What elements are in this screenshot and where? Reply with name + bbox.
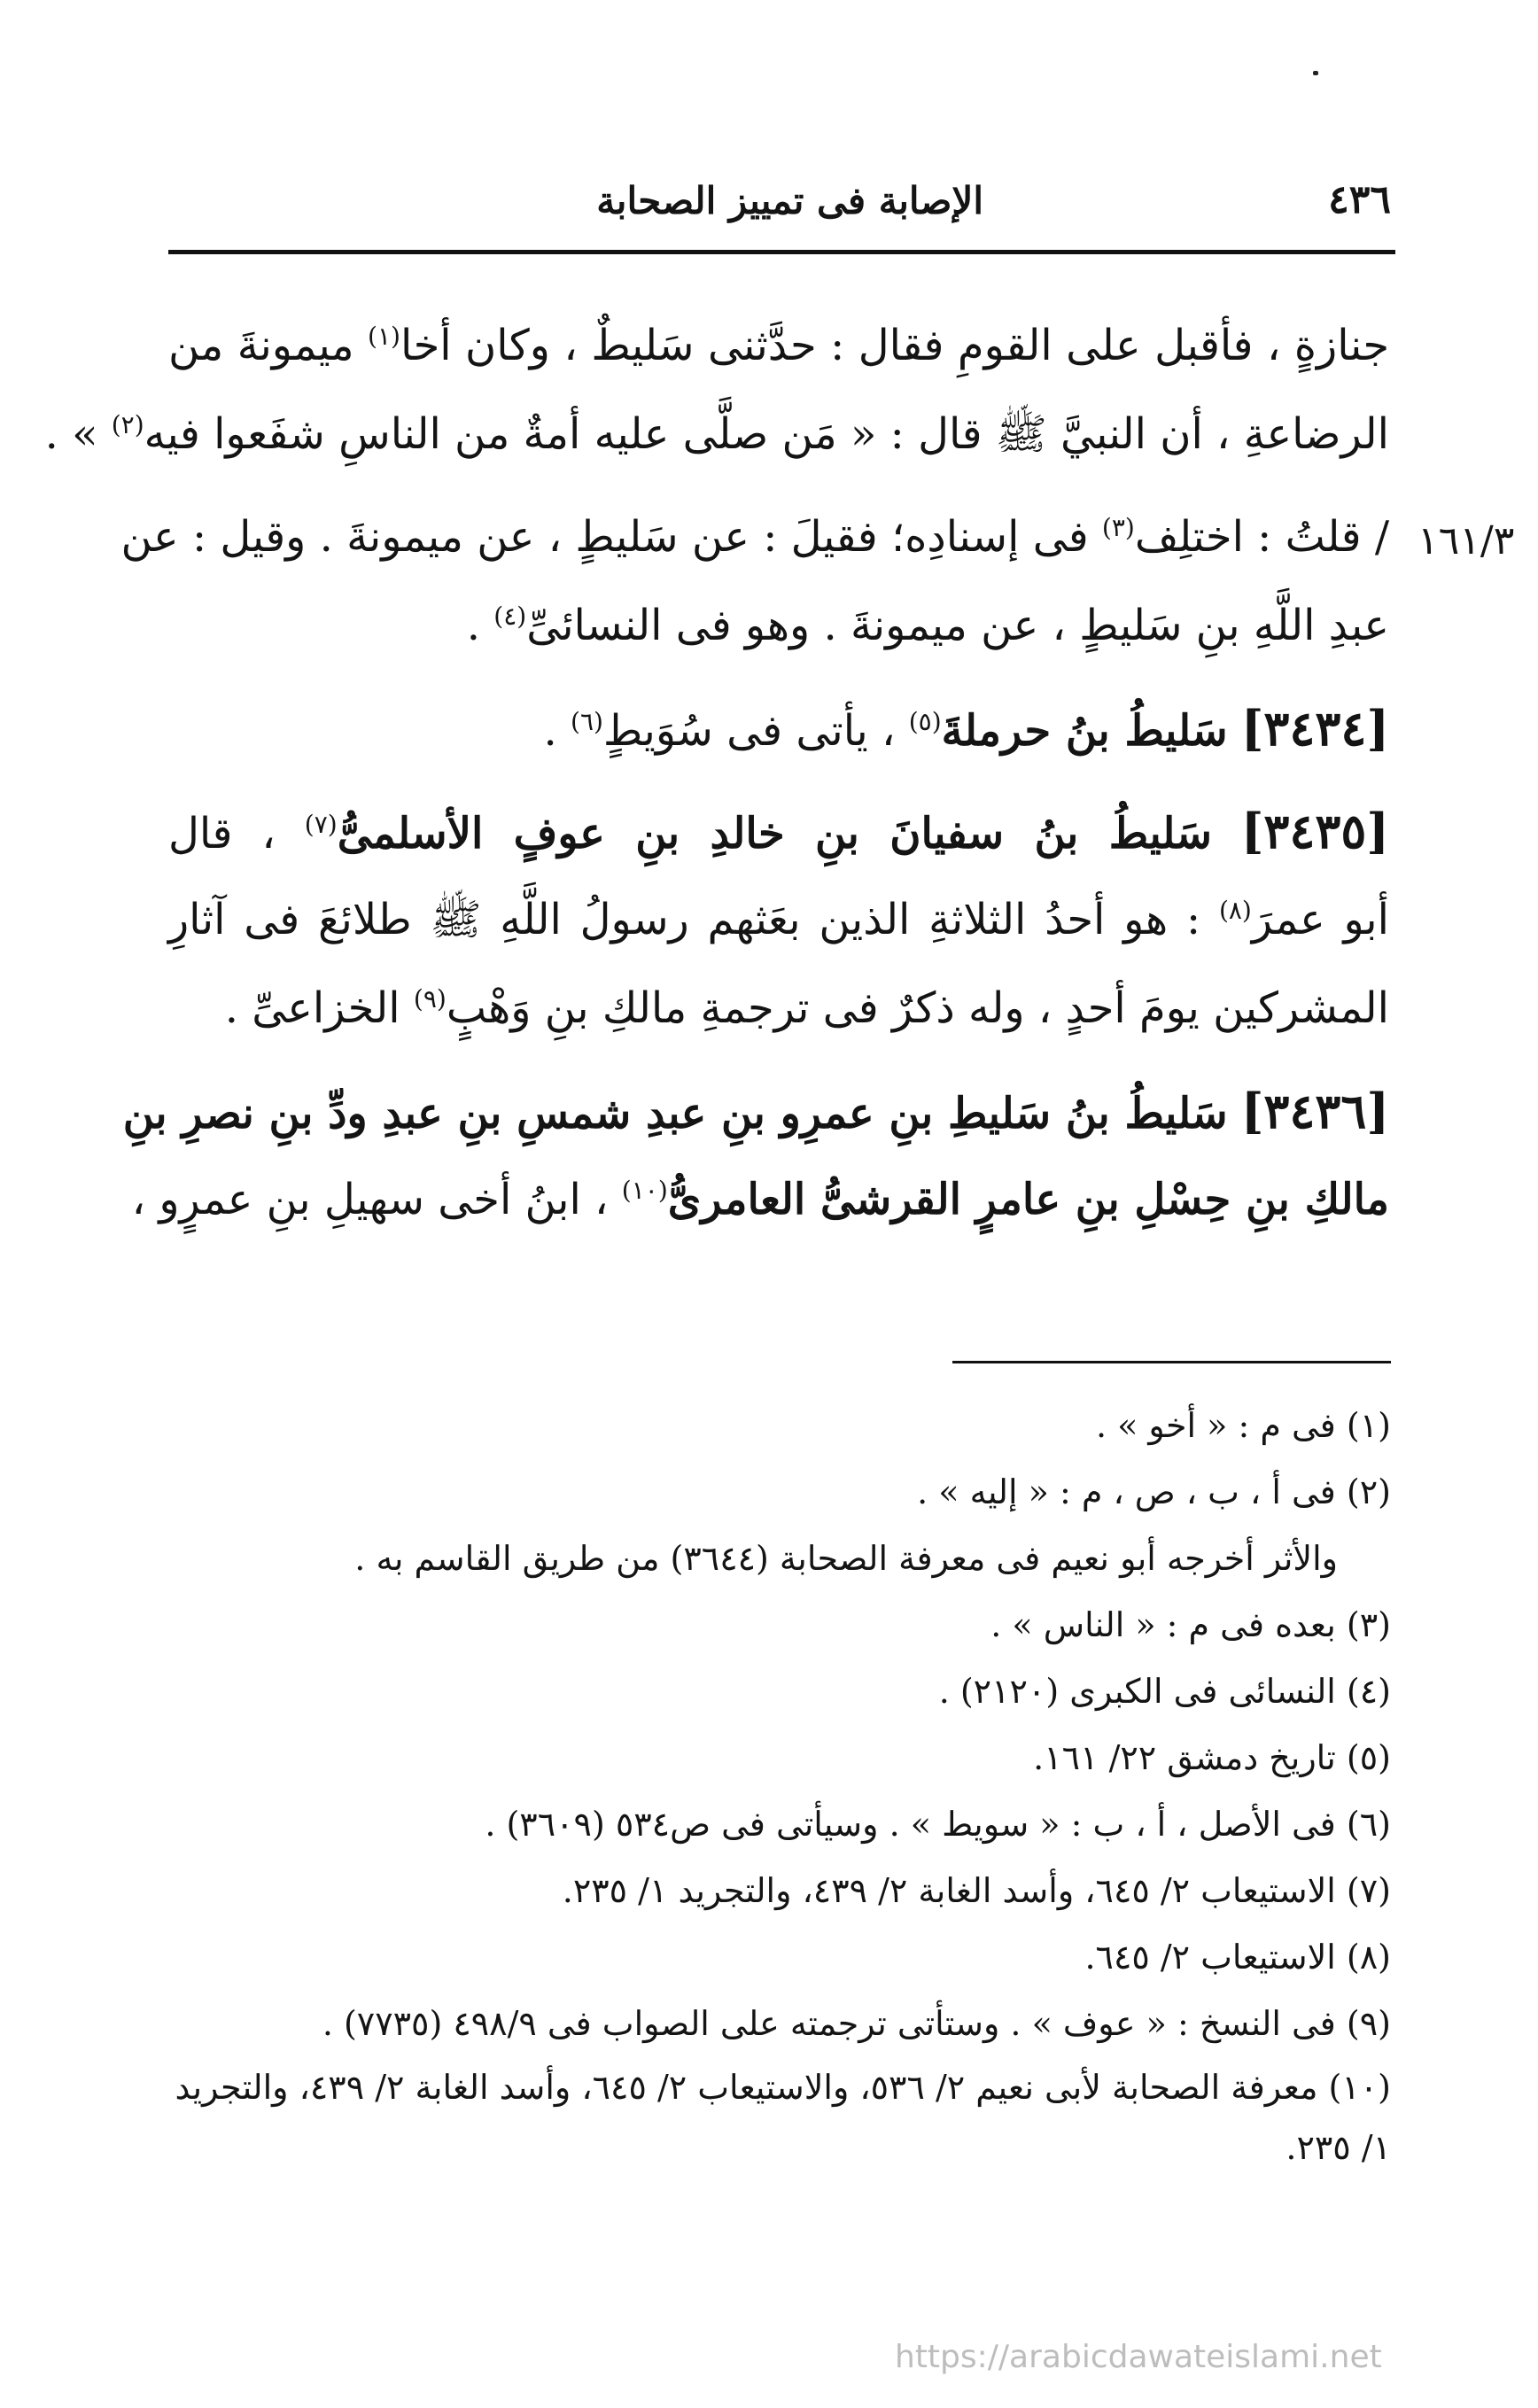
main-text bbox=[44, 301, 1390, 1244]
entry-3434: [٣٤٣٤] سَليطُ بنُ حرملةَ$^{(٥)}$ ، يأتى فى سُوَيطٍ$^{(٦)}$ . bbox=[543, 700, 1389, 757]
footnote-rule bbox=[952, 1361, 1391, 1363]
watermark-url: https://arabicdawateislami.net bbox=[895, 2339, 1382, 2375]
text-line: عبدِ اللَّهِ بنِ سَليطٍ ، عن ميمونةَ . وهو فى النسائىِّ$^{(٤)}$ . bbox=[466, 601, 1389, 650]
text-line: أبو عمرَ$^{(٨)}$ : هو أحدُ الثلاثةِ الذين بعَثهم رسولُ اللَّهِ ﷺ طلائعَ فى آثارِ bbox=[168, 895, 1390, 944]
entry-name: سَليطُ بنُ حرملةَ bbox=[941, 706, 1228, 756]
entry-name: سَليطُ بنُ سفيانَ بنِ خالدِ بنِ عوفٍ الأسلمىُّ bbox=[337, 809, 1212, 858]
text-line: المشركين يومَ أحدٍ ، وله ذكرٌ فى ترجمةِ مالكِ بنِ وَهْبٍ$^{(٩)}$ الخزاعىِّ . bbox=[224, 983, 1389, 1033]
footnote-marker: (٦) bbox=[571, 707, 603, 736]
footnote: والأثر أخرجه أبو نعيم فى معرفة الصحابة (٣٦٤٤) من طريق القاسم به . bbox=[354, 1539, 1338, 1578]
footnotes bbox=[155, 1393, 1391, 2178]
entry-name: مالكِ بنِ حِسْلِ بنِ عامرٍ القرشىُّ العامرىُّ bbox=[667, 1175, 1389, 1224]
footnote-marker: (٥) bbox=[908, 707, 942, 736]
footnote-marker: (٢) bbox=[111, 410, 144, 439]
entry-number: [٣٤٣٦] bbox=[1240, 1083, 1389, 1139]
entry-3435: [٣٤٣٥] سَليطُ بنُ سفيانَ بنِ خالدِ بنِ عوفٍ الأسلمىُّ$^{(٧)}$ ، قال bbox=[168, 803, 1389, 859]
footnote: (٦) فى الأصل ، أ ، ب : « سويط » . وسيأتى فى ص٥٣٤ (٣٦٠٩) . bbox=[485, 1805, 1391, 1844]
footnote: (٢) فى أ ، ب ، ص ، م : « إليه » . bbox=[917, 1472, 1391, 1511]
footnote: (٩) فى النسخ : « عوف » . وستأتى ترجمته على الصواب فى ٤٩٨/٩ (٧٧٣٥) . bbox=[322, 2004, 1391, 2043]
footnote: (٣) بعده فى م : « الناس » . bbox=[990, 1605, 1391, 1644]
text-line: / قلتُ : اختلِف$^{(٣)}$ فى إسنادِه؛ فقيلَ : عن سَليطٍ ، عن ميمونةَ . وقيل : عن bbox=[120, 512, 1389, 562]
text-line: مالكِ بنِ حِسْلِ بنِ عامرٍ القرشىُّ العامرىُّ$^{(١٠)}$ ، ابنُ أخى سهيلِ بنِ عمرٍو ، bbox=[131, 1175, 1389, 1224]
footnote: (٧) الاستيعاب ٢/ ٦٤٥، وأسد الغابة ٢/ ٤٣٩، والتجريد ١/ ٢٣٥. bbox=[562, 1871, 1391, 1910]
entry-name: سَليطُ بنُ سَليطِ بنِ عمرِو بنِ عبدِ شمسِ بنِ عبدِ ودِّ بنِ نصرِ بنِ bbox=[122, 1089, 1228, 1138]
entry-number: [٣٤٣٤] bbox=[1240, 700, 1389, 757]
entry-number: [٣٤٣٥] bbox=[1240, 803, 1389, 859]
footnote: (١) فى م : « أخو » . bbox=[1095, 1406, 1391, 1445]
page-header bbox=[168, 177, 1391, 234]
entry-3436 bbox=[122, 1067, 1389, 1155]
footnote-marker: (١٠) bbox=[621, 1176, 668, 1205]
text-line: جنازةٍ ، فأقبل على القومِ فقال : حدَّثنى سَليطٌ ، وكان أخا$^{(١)}$ ميمونةَ من bbox=[168, 321, 1390, 370]
footnote-marker: (٩) bbox=[413, 984, 447, 1014]
scan-speck bbox=[1313, 71, 1318, 75]
footnote-marker: (١) bbox=[368, 322, 400, 351]
margin-reference: ١٦١/٣ bbox=[1418, 518, 1515, 563]
footnote-marker: (٣) bbox=[1101, 513, 1135, 542]
footnote-marker: (٧) bbox=[304, 810, 338, 839]
page-number: ٤٣٦ bbox=[1328, 177, 1391, 222]
footnote: (٤) النسائى فى الكبرى (٢١٢٠) . bbox=[938, 1672, 1391, 1711]
footnote-marker: (٨) bbox=[1218, 896, 1252, 925]
footnote: (١٠) معرفة الصحابة لأبى نعيم ٢/ ٥٣٦، والاستيعاب ٢/ ٦٤٥، وأسد الغابة ٢/ ٤٣٩، والتجريد ١/ ٢٣٥. bbox=[175, 2068, 1391, 2167]
footnote: (٨) الاستيعاب ٢/ ٦٤٥. bbox=[1084, 1938, 1391, 1977]
text-line: الرضاعةِ ، أن النبيَّ ﷺ قال : « مَن صلَّى عليه أمةٌ من الناسِ شفَعوا فيه$^{(٢)}$ » . bbox=[44, 409, 1389, 459]
running-title: الإصابة فى تمييز الصحابة bbox=[596, 179, 983, 222]
footnote: (٥) تاريخ دمشق ٢٢/ ١٦١. bbox=[1033, 1738, 1391, 1777]
header-rule bbox=[168, 250, 1395, 254]
footnote-marker: (٤) bbox=[493, 602, 527, 631]
